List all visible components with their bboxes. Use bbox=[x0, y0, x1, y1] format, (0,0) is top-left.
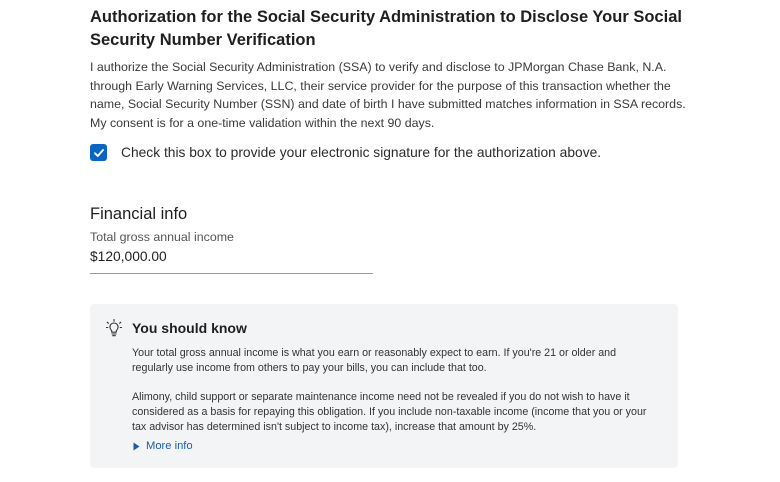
you-should-know-header bbox=[106, 319, 247, 337]
alimony-disclosure-text: Alimony, child support or separate maintenance income need not be revealed if you do not wish to have it considered as a basis for repaying this obligation. If you include non-taxable income (income that you or your tax advisor has determined isn't subject to income tax), increase that amount by 25%. bbox=[132, 391, 647, 434]
financial-info-title: Financial info bbox=[90, 205, 188, 224]
income-field-label: Total gross annual income bbox=[90, 230, 234, 245]
income-value[interactable]: $120,000.00 bbox=[90, 249, 167, 265]
authorization-title: Authorization for the Social Security Administration to Disclose Your Social Security Number Verification bbox=[90, 8, 682, 49]
signature-consent-row[interactable] bbox=[90, 144, 690, 161]
checkmark-icon bbox=[93, 147, 105, 159]
signature-checkbox[interactable] bbox=[90, 144, 107, 161]
more-info-link[interactable]: More info bbox=[146, 440, 193, 452]
authorization-text: I authorize the Social Security Administration (SSA) to verify and disclose to JPMorgan Chase Bank, N.A. through Early Warning Services, LLC, their service provider for the purpose of this transaction whether the name, Social Security Number (SSN) and date of birth I have submitted matches information in SSA records. My consent is for a one-time validation within the next 90 days. bbox=[90, 60, 686, 130]
lightbulb-icon bbox=[106, 319, 122, 337]
you-should-know-panel bbox=[90, 304, 678, 468]
more-info-toggle[interactable] bbox=[133, 440, 193, 452]
signature-checkbox-label[interactable]: Check this box to provide your electronic signature for the authorization above. bbox=[121, 145, 602, 161]
income-input[interactable] bbox=[90, 248, 373, 274]
income-definition-text: Your total gross annual income is what you earn or reasonably expect to earn. If you're 21 or older and regularly use income from others to pay your bills, you can include that too. bbox=[132, 347, 617, 375]
you-should-know-title: You should know bbox=[132, 320, 247, 336]
authorization-section bbox=[90, 6, 690, 274]
caret-right-icon bbox=[133, 442, 140, 451]
